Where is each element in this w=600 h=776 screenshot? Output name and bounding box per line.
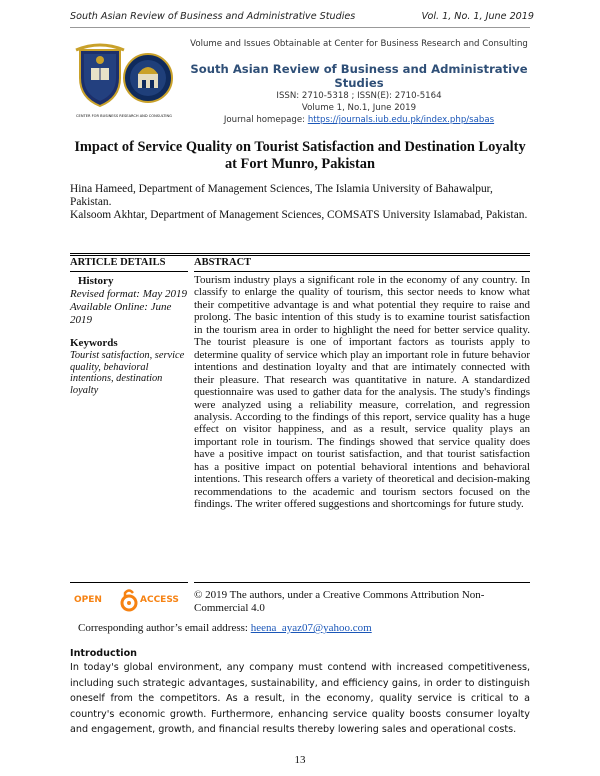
homepage-line [188,114,530,126]
details-bottom-rule [70,582,188,583]
homepage-label: Journal homepage: [223,115,306,125]
open-access-logo [70,589,188,613]
introduction-text: In today's global environment, any company must contend with increased competitiveness, including such strategic advantages, sustainability, and efficiency gains, in order to distinguish oneself from the competitors. As a result, in the economy, quality service is critical to a country's economic growth. Furthermore, enhancing service quality boosts consumer loyalty and engagement, growth, and financial results thereby lowering sales and operational costs. [70,662,530,736]
abstract-heading-rule [194,271,530,272]
logos [74,40,174,128]
corresponding-label: Corresponding author’s email address: [78,622,248,634]
introduction-heading: Introduction [70,648,137,659]
university-crest-icon [74,40,174,114]
masthead [70,38,530,128]
license-text: © 2019 The authors, under a Creative Commons Attribution Non-Commercial 4.0 [194,589,485,614]
running-header-volume: Vol. 1, No. 1, June 2019 [421,11,534,22]
details-heading-rule [70,271,188,272]
running-header-journal: South Asian Review of Business and Administrative Studies [70,11,356,22]
table-top-rule [70,253,530,254]
masthead-text [188,38,530,126]
article-details [70,275,188,396]
volume-line: Volume 1, No.1, June 2019 [301,103,417,113]
page-number: 13 [294,754,306,766]
homepage-link[interactable]: https://journals.iub.edu.pk/index.php/sabas [307,115,495,125]
logo-caption: CENTER FOR BUSINESS RESEARCH AND CONSULTING [76,114,172,118]
abstract-heading: ABSTRACT [194,257,252,268]
corresponding-author [78,622,372,634]
corresponding-email-link[interactable]: heena_ayaz07@yahoo.com [250,622,372,634]
paper-title: Impact of Service Quality on Tourist Satisfaction and Destination Loyalty at Fort Munro, Pakistan [74,139,526,172]
revised-date: Revised format: May 2019 [70,288,187,300]
open-access-open: OPEN [74,595,102,605]
availability-line: Volume and Issues Obtainable at Center for Business Research and Consulting [190,39,528,49]
table-top-rule-inner [70,255,530,256]
header-rule [70,27,530,28]
available-date: Available Online: June 2019 [70,301,172,326]
abstract-bottom-rule [194,582,530,583]
author-1: Hina Hameed, Department of Management Sciences, The Islamia University of Bahawalpur, Pakistan. [70,183,493,208]
issn-line: ISSN: 2710-5318 ; ISSN(E): 2710-5164 [276,91,442,101]
article-details-heading: ARTICLE DETAILS [70,257,166,268]
keywords: Tourist satisfaction, service quality, behavioral intentions, destination loyalty [70,350,185,396]
author-2: Kalsoom Akhtar, Department of Management Sciences, COMSATS University Islamabad, Pakistan. [70,209,528,221]
keywords-label: Keywords [70,337,118,349]
abstract-text: Tourism industry plays a significant role in the economy of any country. In classify to enlarge the quality of tourism, this sector needs to know what their competitive advantage is and what potential they require to raise and prolong. The basic intention of this study is to examine tourist satisfaction in the tourism area in order to highlight the need for better service quality. The tourist pleasure is one of important factors as tourists apply to determine quality of service which play an important role in future behavior intentions and destination loyalty and that are intimately connected with their pleasure. That research was quantitative in nature. A standardized questionnaire was used to gather data for the analysis. The study's findings were analyzed using a reliability measure, correlation, and regression analysis. According to the findings of this report, service quality has a huge effect on visitor happiness, and as a result, service quality plays an important role in tourism. The findings showed that service quality does have a positive impact on tourist satisfaction, and that tourist satisfaction has a positive impact on potential behavioral intentions and behavioral intentions. This research offers a variety of theoretical and decision-making recommendations to the academic and tourism sectors focused on the findings. The writer offered suggestions and shortcomings for future study. [194,274,530,511]
journal-name: South Asian Review of Business and Administrative Studies [190,62,528,90]
open-access-access: ACCESS [140,595,179,605]
author-list [70,183,530,222]
history-label: History [78,275,114,287]
